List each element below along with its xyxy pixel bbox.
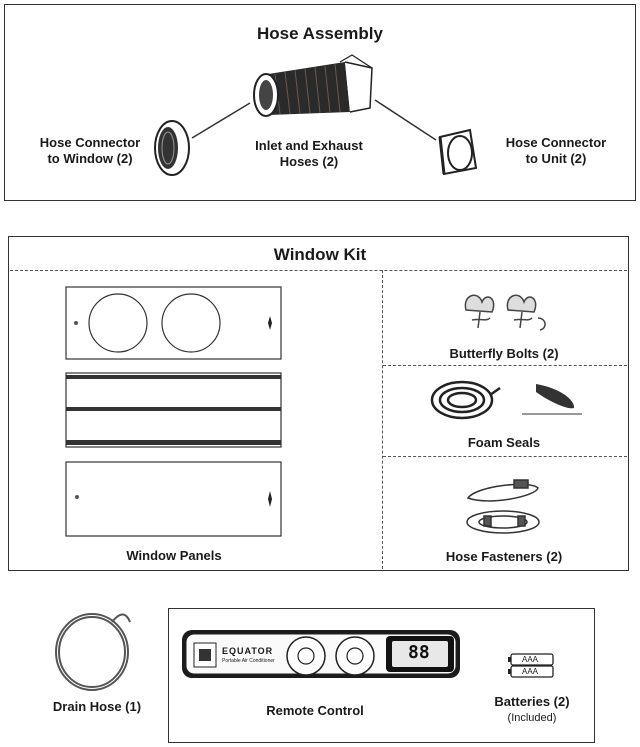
drain-hose-label: Drain Hose (1) (52, 699, 142, 714)
remote-brand: EQUATOR (222, 646, 274, 656)
hose-assembly-title: Hose Assembly (257, 24, 383, 43)
batteries-label: Batteries (2) (Included) (494, 694, 570, 724)
hose-connector-window-label: Hose Connector to Window (2) (39, 135, 141, 166)
inlet-exhaust-hoses-label: Inlet and Exhaust Hoses (2) (255, 138, 363, 169)
foam-seals-label: Foam Seals (467, 435, 541, 450)
window-panels-label: Window Panels (126, 548, 222, 563)
battery-label-2: AAA (522, 667, 539, 676)
hose-fasteners-label: Hose Fasteners (2) (445, 549, 563, 564)
battery-label-1: AAA (522, 655, 539, 664)
butterfly-bolts-label: Butterfly Bolts (2) (449, 346, 559, 361)
remote-subtitle: Portable Air Conditioner (222, 658, 275, 664)
hose-connector-unit-label: Hose Connector to Unit (2) (505, 135, 607, 166)
window-kit-title: Window Kit (273, 245, 367, 264)
remote-display: 88 (408, 642, 430, 663)
remote-control-label: Remote Control (266, 703, 364, 718)
